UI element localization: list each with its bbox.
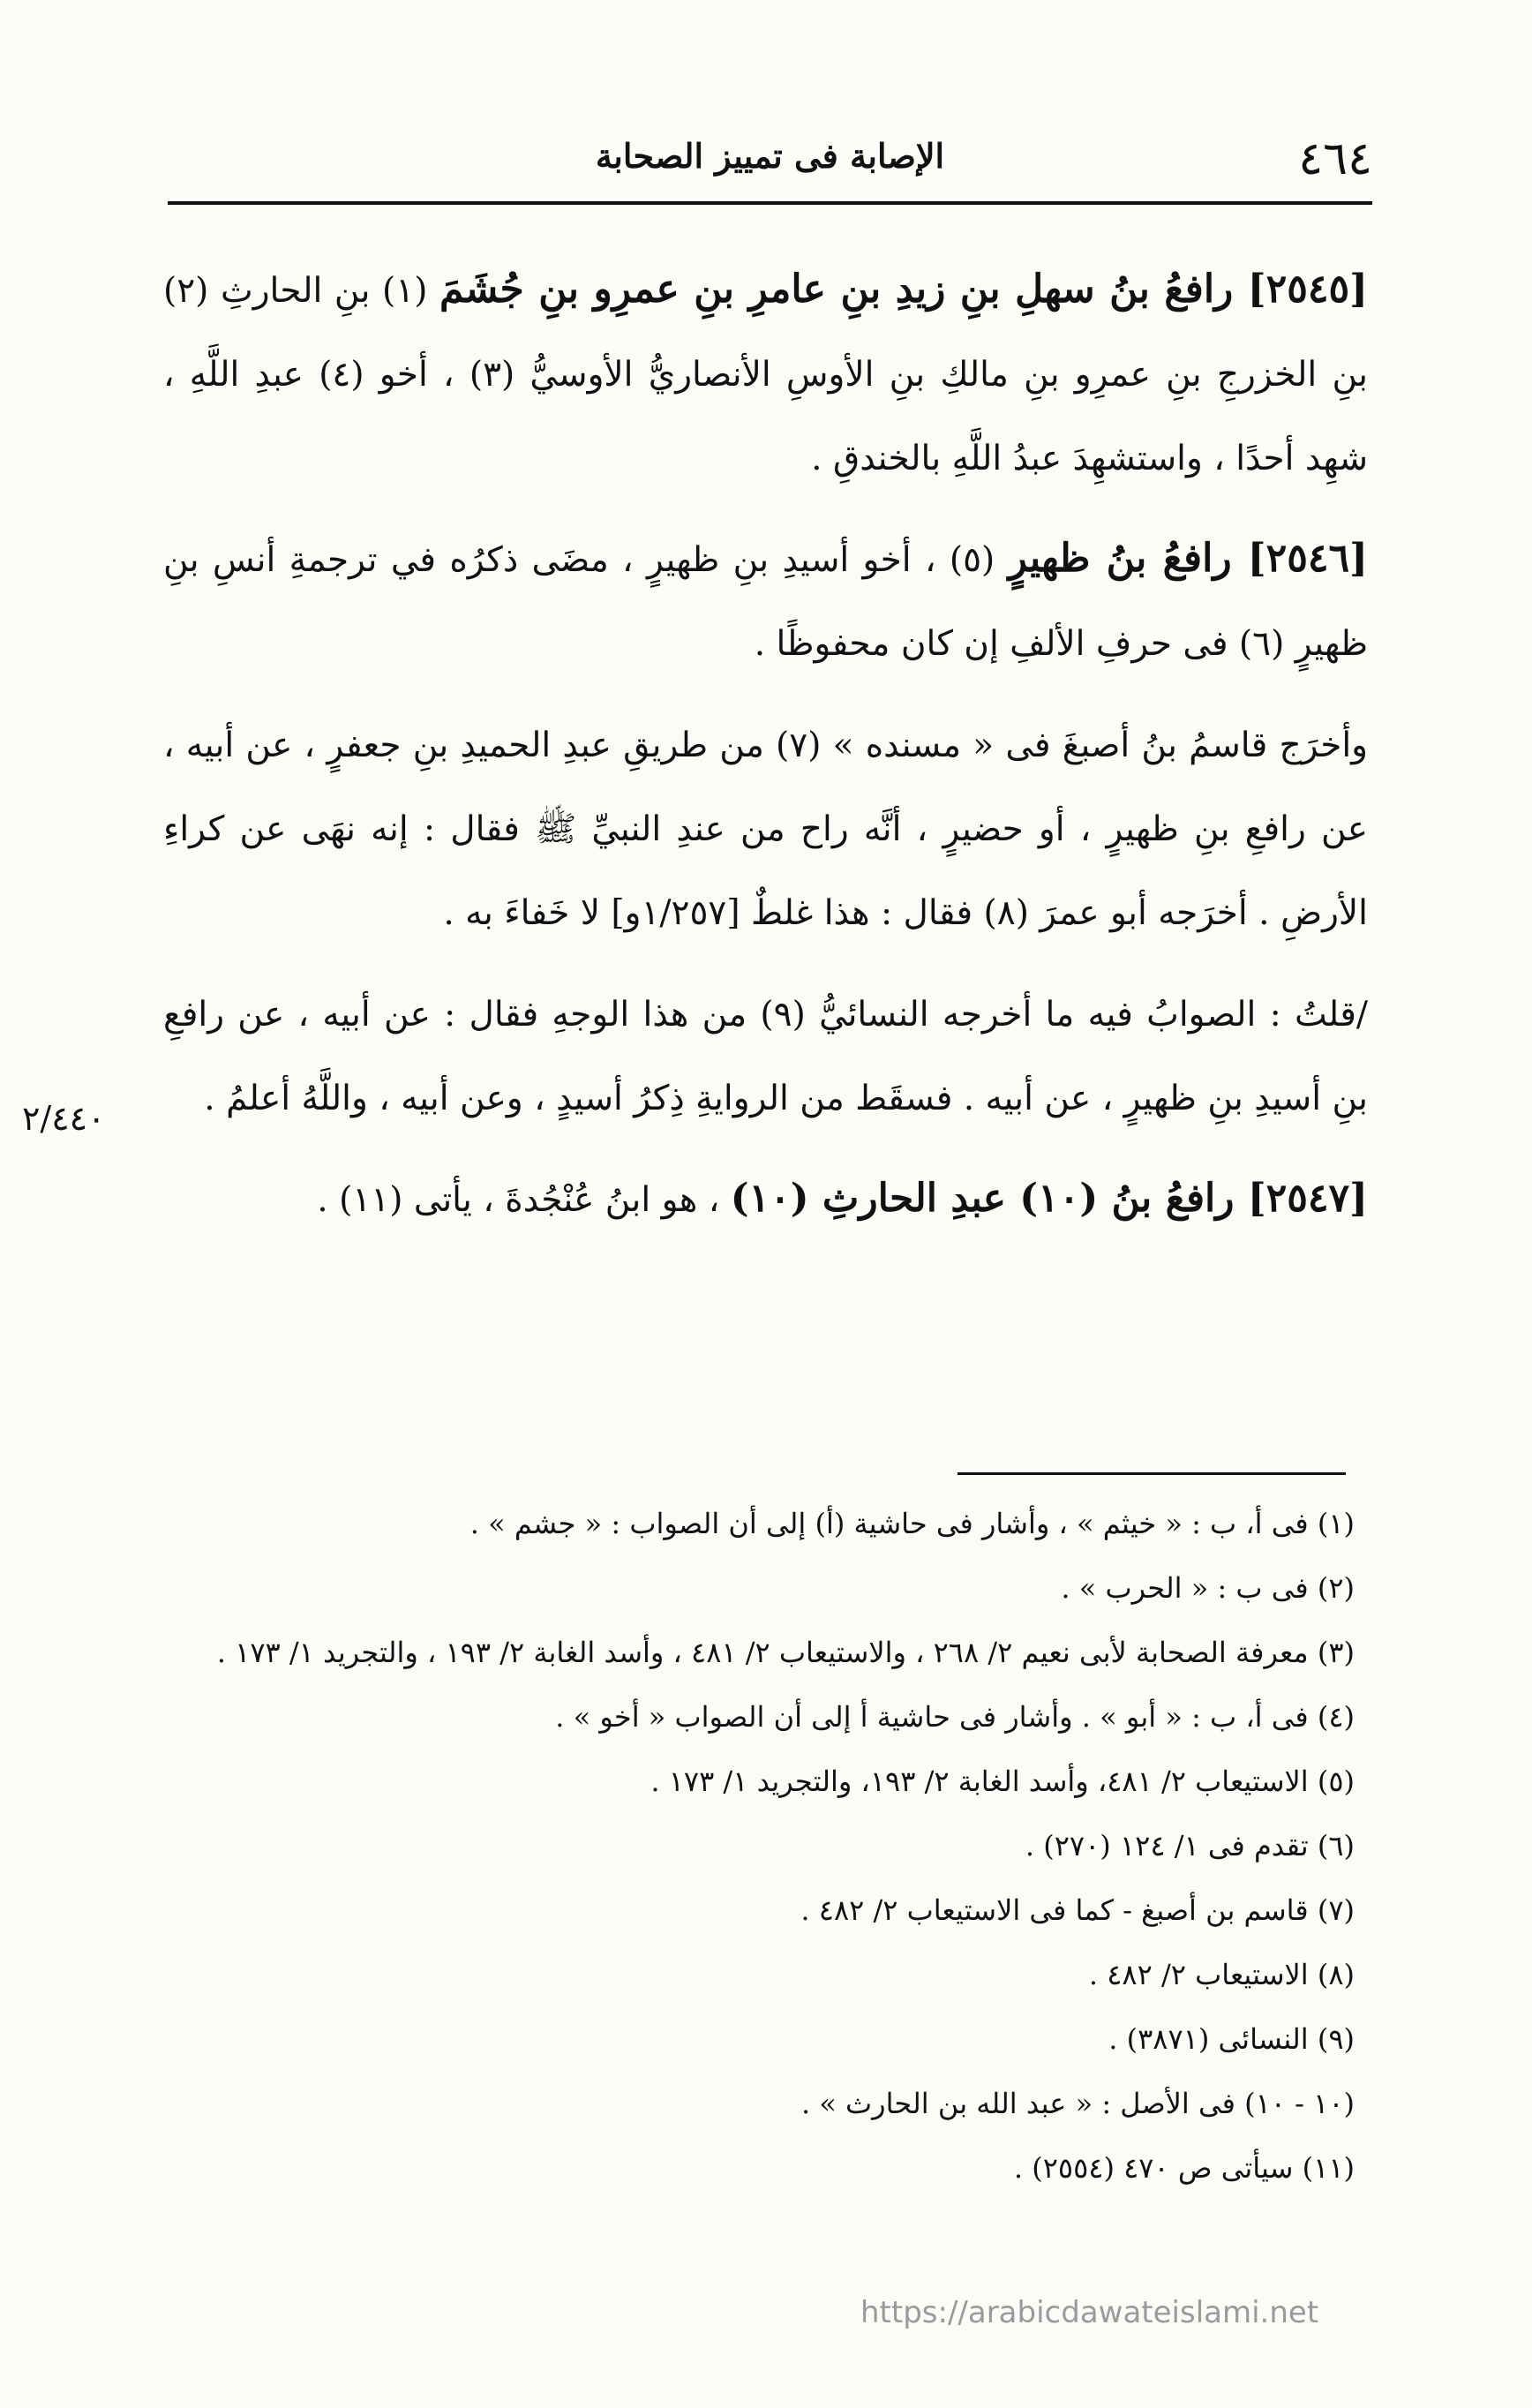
entry-text: (٥) ، أخو أسيدِ بنِ ظهيرٍ ، مضَى ذكرُه في ترجمةِ أنسِ بنِ ظهيرٍ (٦) فى حرفِ الألفِ إن كان محفوظًا . (163, 540, 1368, 664)
footnote: (١٠ - ١٠) فى الأصل : « عبد الله بن الحارث » . (800, 2087, 1355, 2120)
entry-text: (١) بنِ الحارثِ (٢) بنِ الخزرجِ بنِ عمرِو بنِ مالكِ بنِ الأوسِ الأنصاريُّ الأوسيُّ (٣) ، أخو (٤) عبدِ اللَّهِ ، شهِد أحدًا ، واستشهِدَ عبدُ اللَّهِ بالخندقِ . (163, 271, 1369, 478)
entry-2546-comment (163, 971, 1368, 1140)
footnotes (163, 1492, 1355, 2201)
entry-2546-paragraph (163, 702, 1368, 955)
entry-heading: [٢٥٤٥] رافعُ بنُ سهلِ بنِ زيدِ بنِ عامرِ بنِ عمرِو بنِ جُشَمَ (439, 267, 1368, 312)
entry-heading: [٢٥٤٧] رافعُ بنُ (١٠) عبدِ الحارثِ (١٠) (730, 1176, 1368, 1221)
footnote: (٤) فى أ، ب : « أبو » . وأشار فى حاشية أ إلى أن الصواب « أخو » . (555, 1700, 1355, 1734)
entry-heading: [٢٥٤٦] رافعُ بنُ ظهيرٍ (1008, 536, 1368, 581)
footnote: (٩) النسائى (٣٨٧١) . (1108, 2022, 1355, 2056)
footnote: (٥) الاستيعاب ٢/ ٤٨١، وأسد الغابة ٢/ ١٩٣، والتجريد ١/ ١٧٣ . (650, 1765, 1355, 1798)
entry-text: وأخرَج قاسمُ بنُ أصبغَ فى « مسنده » (٧) من طريقِ عبدِ الحميدِ بنِ جعفرٍ ، عن أبيه ، عن رافعِ بنِ ظهيرٍ ، أو حضيرٍ ، أنَّه راح من عندِ النبيِّ ﷺ فقال : إنه نهَى عن كراءِ الأرضِ . أخرَجه أبو عمرَ (٨) فقال : هذا غلطٌ [١/٢٥٧و] لا خَفاءَ به . (163, 726, 1369, 933)
entry-2547 (163, 1156, 1368, 1242)
margin-volume-reference: ٢/٤٤٠ (22, 1099, 106, 1138)
entry-2546 (163, 516, 1368, 686)
footnote: (٣) معرفة الصحابة لأبى نعيم ٢/ ٢٦٨ ، والاستيعاب ٢/ ٤٨١ ، وأسد الغابة ٢/ ١٩٣ ، والتجريد ١/ ١٧٣ . (216, 1636, 1355, 1669)
watermark-url: https://arabicdawateislami.net (860, 2295, 1319, 2330)
page-header (168, 132, 1372, 185)
footnote: (٧) قاسم بن أصبغ - كما فى الاستيعاب ٢/ ٤٨٢ . (800, 1893, 1355, 1927)
footnote: (١١) سيأتى ص ٤٧٠ (٢٥٥٤) . (1013, 2151, 1355, 2185)
entry-2545 (163, 247, 1368, 500)
footnote: (١) فى أ، ب : « خيثم » ، وأشار فى حاشية (أ) إلى أن الصواب : « جشم » . (469, 1507, 1355, 1540)
header-rule (168, 201, 1372, 205)
footnote: (٦) تقدم فى ١/ ١٢٤ (٢٧٠) . (1025, 1829, 1355, 1862)
entry-text: ، هو ابنُ عُنْجُدةَ ، يأتى (١١) . (317, 1180, 731, 1220)
footnote: (٢) فى ب : « الحرب » . (1061, 1571, 1355, 1605)
footnote: (٨) الاستيعاب ٢/ ٤٨٢ . (1088, 1958, 1355, 1991)
book-title: الإصابة فى تمييز الصحابة (595, 136, 945, 176)
entry-text: /قلتُ : الصوابُ فيه ما أخرجه النسائيُّ (٩) من هذا الوجهِ فقال : عن أبيه ، عن رافعِ بنِ أسيدِ بنِ ظهيرٍ ، عن أبيه . فسقَط من الروايةِ ذِكرُ أسيدٍ ، وعن أبيه ، واللَّهُ أعلمُ . (163, 995, 1368, 1118)
page-number: ٤٦٤ (1298, 132, 1372, 185)
footnote-rule (958, 1472, 1346, 1475)
main-text (163, 247, 1368, 1258)
